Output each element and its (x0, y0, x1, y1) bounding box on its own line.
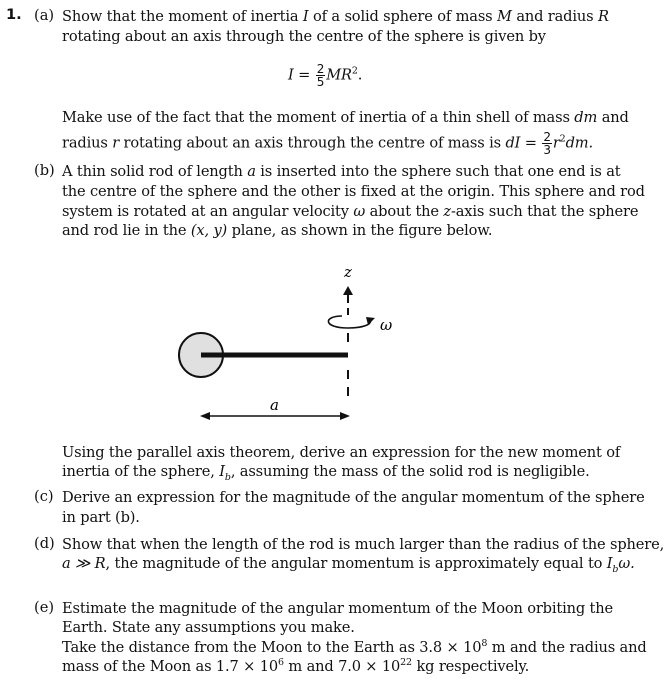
part-d-label: (d) (34, 535, 55, 552)
part-b-line1: A thin solid rod of length a is inserted into the sphere such that one end is at (62, 163, 621, 180)
part-a-label: (a) (34, 7, 55, 24)
part-b-line3: system is rotated at an angular velocity ω about the z-axis such that the sphere (62, 203, 639, 220)
part-e-line3: Take the distance from the Moon to the Earth as $3.8 \times 10^8$ m and the radius and (62, 638, 647, 656)
length-a-label: a (270, 396, 279, 414)
part-d-line2: a ≫ R, the magnitude of the angular momentum is approximately equal to $I_b\omega$. (62, 555, 635, 575)
z-axis-arrow (343, 286, 353, 303)
part-c-label: (c) (34, 488, 54, 505)
part-b-line4: and rod lie in the (x, y) plane, as shown in the figure below. (62, 222, 493, 239)
part-e-label: (e) (34, 599, 55, 616)
fraction-two-thirds: $\frac{2}{3}$ (543, 130, 551, 157)
part-b-label: (b) (34, 162, 55, 179)
part-e-line1: Estimate the magnitude of the angular momentum of the Moon orbiting the (62, 600, 614, 617)
sphere-rod-figure (0, 255, 619, 425)
omega-label: ω (380, 316, 393, 334)
part-a-line1: Show that the moment of inertia I of a solid sphere of mass M and radius R (62, 8, 609, 25)
part-c-line2: in part (b). (62, 509, 140, 526)
part-d-line1: Show that when the length of the rod is much larger than the radius of the sphere, (62, 536, 664, 553)
part-a-hint-line2: radius r rotating about an axis through the centre of mass is dI = $\frac{2}{3}$ $r^2dm$. (62, 130, 593, 157)
rotation-arrow-icon (328, 316, 375, 328)
part-a-line2: rotating about an axis through the centre of the sphere is given by (62, 28, 546, 45)
part-e-line4: mass of the Moon as $1.7 \times 10^6$ m and $7.0 \times 10^{22}$ kg respectively. (62, 657, 530, 675)
part-c-line1: Derive an expression for the magnitude of the angular momentum of the sphere (62, 489, 645, 506)
part-e-line2: Earth. State any assumptions you make. (62, 619, 355, 636)
part-a-hint-line1: Make use of the fact that the moment of inertia of a thin shell of mass dm and (62, 109, 629, 126)
part-b-after-line2: inertia of the sphere, $I_b$, assuming the mass of the solid rod is negligible. (62, 463, 590, 483)
fraction-two-fifths: $\frac{2}{5}$ (316, 62, 325, 89)
part-b-line2: the centre of the sphere and the other is fixed at the origin. This sphere and rod (62, 183, 645, 200)
part-b-after-line1: Using the parallel axis theorem, derive an expression for the new moment of (62, 444, 621, 461)
question-number: 1. (6, 6, 22, 23)
sphere-inertia-equation: I = $\frac{2}{5}$ $MR^2$. (288, 62, 363, 89)
z-axis-label: z (344, 263, 352, 281)
